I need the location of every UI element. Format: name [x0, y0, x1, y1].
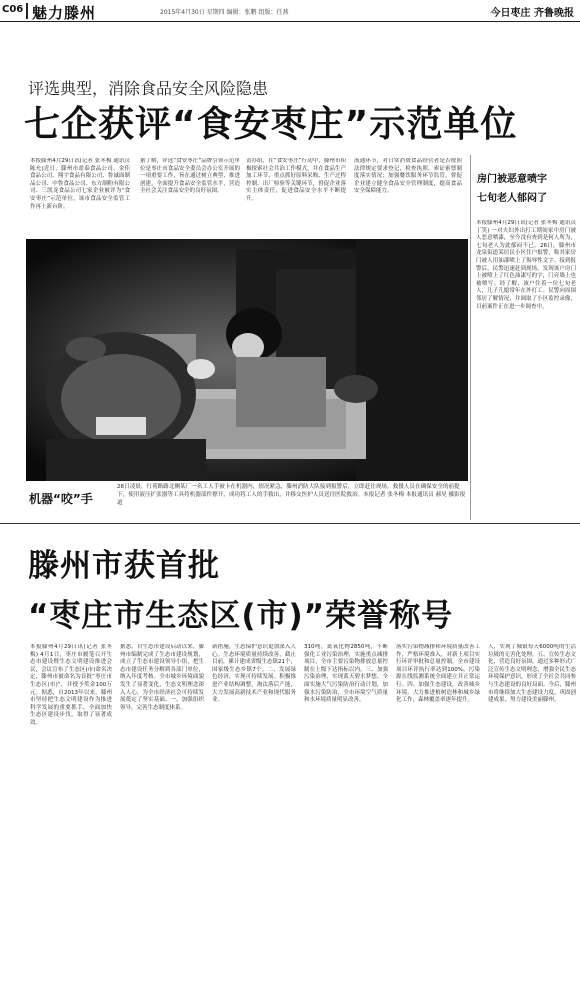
story2-column-3: 新措施，生态保护意识更加深入人心。生态环境质量持续改善，截止目前，累计建成省级生态镇21个，国家级生态乡镇7个。二、发展绿色经济，实现可持续发展。积极推进产业结构调整，淘汰落后产能，大力发展高新技术产业和现代服务业。 [212, 644, 296, 704]
sidebar-body: 本报滕州4月29日讯(记者 张冬梅 通讯员 丁笑) 一对夫妇外出打工期间家中房门被人恶意喷漆，至今没有查到是何人所为，七旬老人为此郁闷不已。26日，滕州市龙泉街道某居民小区住户报警，称其家房门被人用油漆喷上了侮辱性文字。接到报警后，民警迅速赶到现场，发现该户房门上被喷上了红色油漆写的字，门旁墙上也被喷写。经了解，该户住着一位七旬老人，儿子儿媳常年在外打工。民警向周围邻居了解情况，并调取了小区监控录像，目前案件正在进一步调查中。 [476, 220, 576, 310]
section-title: 魅力滕州 [32, 4, 97, 22]
news-photo [26, 239, 468, 481]
section-divider [0, 523, 580, 524]
page-number: C06 [2, 4, 24, 15]
sidebar-rule [470, 155, 471, 520]
story1-kicker: 评选典型，消除食品安全风险隐患 [28, 79, 269, 98]
story1-column-1: 本报滕州4月29日讯(记者 张冬梅 通讯员 陈允)近日，滕州市盈泰食品公司、金佳食品公司、翔宇食品有限公司、鲁诚面制品公司、中鲁食品公司、东方制粉有限公司、三凯龙食品公司七家企业被评为“食安枣庄”示范单位，该市食品安全监管工作再上新台阶。 [30, 158, 130, 210]
story2-column-1: 本报滕州4月29日讯(记者 张冬梅) 4月1日，枣庄市履笔召开生态市建设暨生态文明建设推进会议，会议宣布了生态区(市)命名决定，滕州市被命名为首批“枣庄市生态区(市)”，并授予奖金100万元。据悉，自2013年以来，滕州市坚持把生态文明建设作为推进科学发展的重要抓手，全面加快生态区建设步伐，取得了显著成效。 [30, 644, 112, 726]
story2-column-6: 人，实现了城镇每天6000吨的生活垃圾的无害化处理。五、宣传生态文化，营造良好氛围。通过多种形式广泛宣传生态文明理念，增强全民生态环境保护意识，形成了全社会共同参与生态建设的良好局面。今后，滕州市将继续加大生态建设力度，巩固创建成果，努力建设美丽滕州。 [488, 644, 576, 704]
photo-caption-title: 机器“咬”手 [29, 492, 93, 506]
story1-headline: 七企获评“食安枣庄”示范单位 [24, 104, 518, 145]
story2-column-4: 310吨，氮氧化物2850吨，不断强化工业污染治理，实施重点减排项目，全市主要污染物排放总量控制在上级下达指标以内。三、加强污染治理，实现蓝天碧水梦想。全面实施大气污染防治行动计划，加强水污染防治，全市环境空气质量和水环境质量明显改善。 [304, 644, 388, 704]
story1-column-4: 流通环节，对日常消费食品经营者是否按照法律规定要求登记，检查执照、索证索票制度落实情况；加强餐饮服务环节监管，督促企业建立健全食品安全管理制度，提高食品安全保障能力。 [354, 158, 462, 195]
story1-column-3: 责办组，在“食安枣庄”行动中，滕州市积极探索社会共治工作模式，并在食品生产加工环节、重点抓好原料采购、生产过程控制、出厂检验等关键环节，督促企业落实主体责任，促进食品安全水平不断提升。 [246, 158, 346, 202]
story2-column-5: 落实污染物减排和环境质量改善工作，严格环境准入，对新上项目实行环评审批和总量控制，全市建设项目环评执行率达到100%，污染源在线监测系统全面建立并正常运行。四、加强生态建设，改善城乡环境。大力推进植树造林和城乡绿化工作，森林覆盖率逐年提升。 [396, 644, 480, 704]
story2-column-2: 据悉，自生态市建设启动以来，滕州市编制完成了生态市建设规划，成立了生态市建设领导小组，把生态市建设任务分解到各部门单位，纳入年度考核。全市城乡环境面貌发生了显著变化，生态文明理念深入人心，为全市经济社会可持续发展奠定了坚实基础。一、加强组织领导，完善生态制度体系。 [120, 644, 204, 711]
issue-meta: 2015年4月30日 星期四 编辑：张鹏 组版：任燕 [160, 9, 289, 16]
photo-illustration [26, 239, 468, 481]
masthead-divider [26, 3, 28, 19]
sidebar-headline-line2: 七旬老人郁闷了 [477, 193, 547, 204]
story1-column-2: 据了解，评选“食安枣庄”品牌引领示范单位是枣庄市食品安全委员会办公室开展的一项重要工作，旨在通过树立典型、推进创建，全面提升食品安全监管水平，营造全社会关注食品安全的良好氛围。 [140, 158, 240, 195]
story2-headline-line2: “枣庄市生态区(市)”荣誉称号 [28, 598, 454, 634]
sidebar-headline-line1: 房门被恶意喷字 [477, 174, 547, 185]
masthead [0, 0, 580, 22]
photo-caption: 26日凌晨，红荷路路北侧某厂一名工人手被卡在机器内，情况紧急，滕州消防大队接到报警后，立即赶往现场。救援人员在确保安全的前提下，使用液压扩张器等工具将机器部件撑开，成功将工人的手救出，并移交医护人员送往医院救治。本报记者 张冬梅 本报通讯员 郝昊 摄影报道 [117, 484, 466, 506]
paper-name: 今日枣庄 齐鲁晚报 [490, 8, 574, 19]
sidebar-headline [477, 170, 577, 208]
story2-headline-line1: 滕州市获首批 [28, 548, 220, 584]
